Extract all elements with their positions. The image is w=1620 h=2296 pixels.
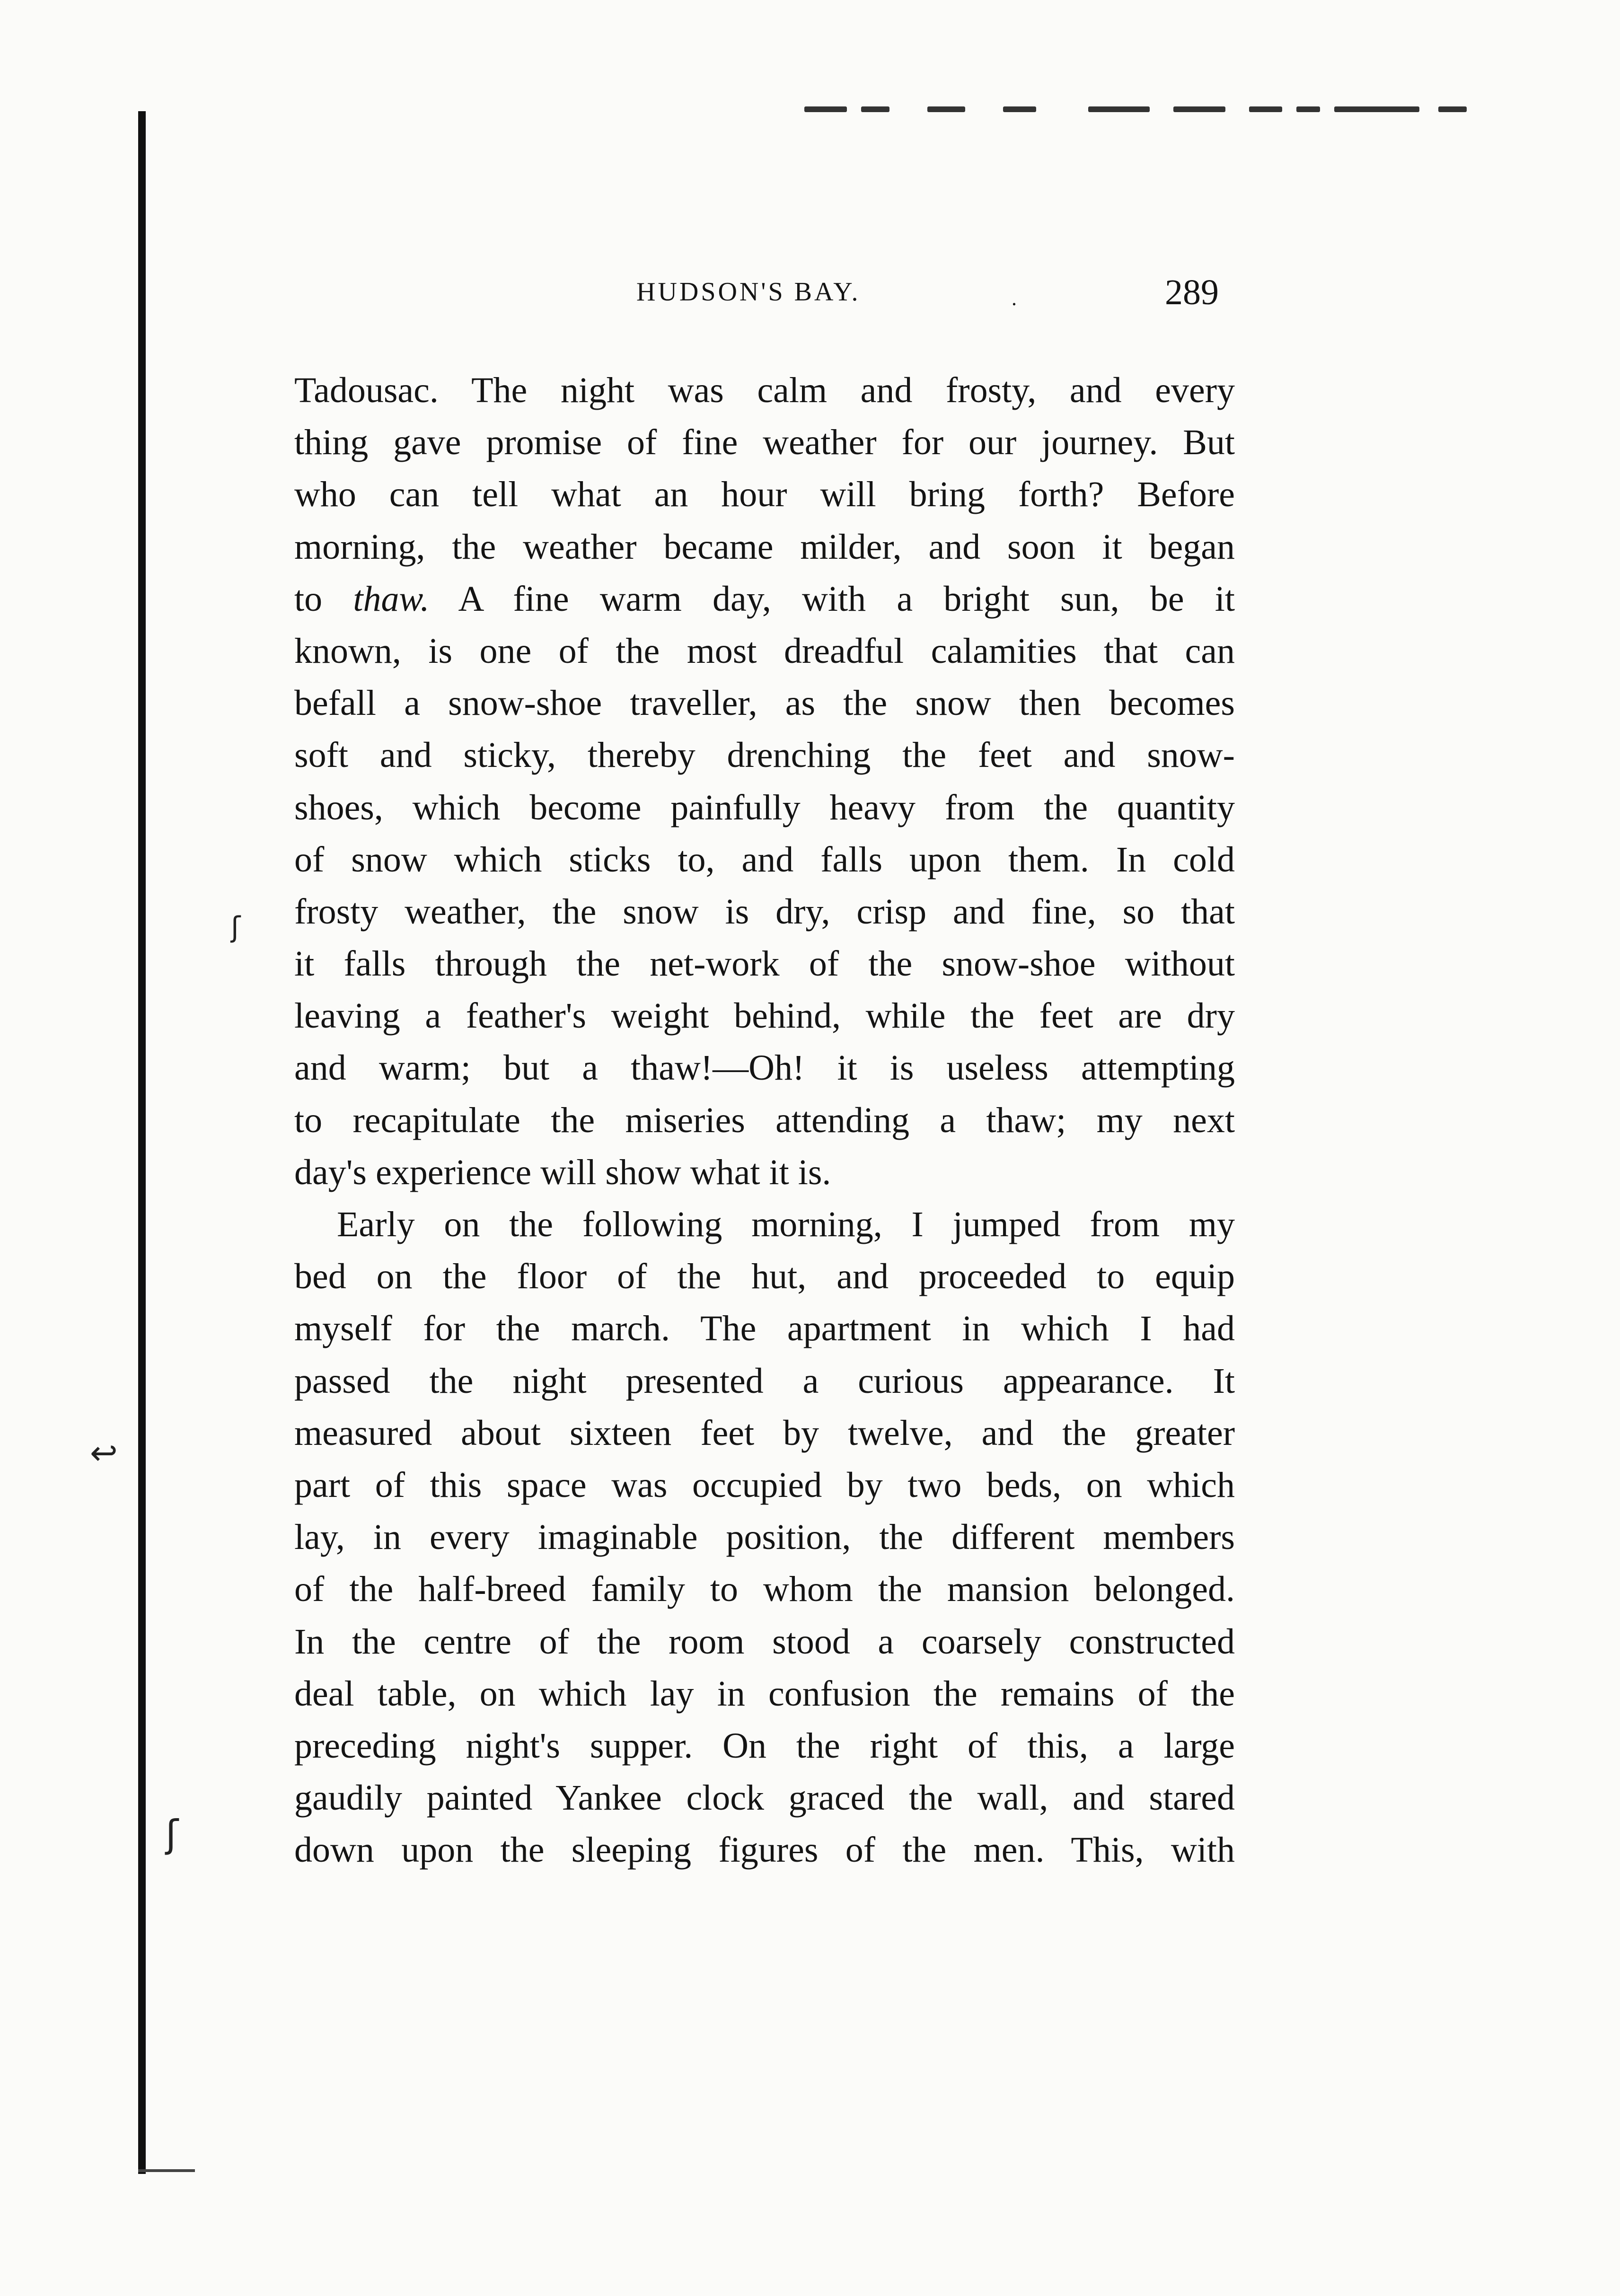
running-head — [0, 272, 1620, 315]
text-line: myself for the march. The apartment in which I had — [294, 1309, 1235, 1349]
page-binding-edge — [138, 111, 146, 2174]
body-text — [294, 364, 1235, 1876]
running-head-dot: . — [1012, 287, 1017, 310]
text-line: down upon the sleeping figures of the men. This, with — [294, 1830, 1235, 1870]
text-line: it falls through the net-work of the snow-shoe without — [294, 944, 1235, 984]
text-line: morning, the weather became milder, and soon it began — [294, 527, 1235, 567]
page-number: 289 — [1165, 273, 1219, 312]
torn-edge-fragment — [927, 106, 965, 112]
text-line: Early on the following morning, I jumped from my — [337, 1205, 1235, 1244]
text-line-segment: to — [294, 579, 353, 619]
torn-edge-fragment — [1003, 106, 1036, 112]
margin-tick-mark: ʃ — [166, 1812, 178, 1856]
torn-edge-fragment — [1334, 106, 1419, 112]
text-line: part of this space was occupied by two beds, on which — [294, 1465, 1235, 1505]
text-line: bed on the floor of the hut, and proceeded to equip — [294, 1257, 1235, 1297]
torn-edge-fragment — [1296, 106, 1320, 112]
paragraph — [294, 1198, 1235, 1876]
torn-edge-fragment — [1249, 106, 1282, 112]
text-line: day's experience will show what it is. — [294, 1152, 831, 1192]
text-line: shoes, which become painfully heavy from the quantity — [294, 787, 1235, 827]
text-line: thing gave promise of fine weather for our journey. But — [294, 422, 1235, 463]
running-head-title: HUDSON'S BAY. — [636, 277, 861, 307]
text-line: passed the night presented a curious appearance. It — [294, 1361, 1235, 1401]
page-binding-foot — [138, 2169, 195, 2172]
text-line: soft and sticky, thereby drenching the feet and snow- — [294, 735, 1235, 775]
text-line: befall a snow-shoe traveller, as the snow then becomes — [294, 683, 1235, 723]
text-line: In the centre of the room stood a coarsely constructed — [294, 1621, 1235, 1662]
torn-edge-fragment — [1173, 106, 1225, 112]
torn-edge-fragment — [1088, 106, 1150, 112]
text-line: Tadousac. The night was calm and frosty, and every — [294, 370, 1235, 410]
text-line: who can tell what an hour will bring forth? Before — [294, 475, 1235, 515]
text-line: and warm; but a thaw!—Oh! it is useless attempting — [294, 1048, 1235, 1088]
text-line: known, is one of the most dreadful calamities that can — [294, 631, 1235, 671]
italic-word: thaw. — [353, 579, 430, 619]
text-line: of snow which sticks to, and falls upon them. In cold — [294, 839, 1235, 880]
text-line: measured about sixteen feet by twelve, and the greater — [294, 1413, 1235, 1453]
margin-check-mark: ʃ — [231, 911, 241, 944]
text-line: deal table, on which lay in confusion the remains of the — [294, 1673, 1235, 1714]
text-line: preceding night's supper. On the right of this, a large — [294, 1725, 1235, 1766]
torn-edge-fragment — [861, 106, 889, 112]
text-line: gaudily painted Yankee clock graced the wall, and stared — [294, 1778, 1235, 1818]
text-line: of the half-breed family to whom the mansion belonged. — [294, 1569, 1235, 1610]
torn-edge-fragment — [1438, 106, 1467, 112]
margin-hook-mark: ↩ — [90, 1434, 118, 1472]
text-line: leaving a feather's weight behind, while the feet are dry — [294, 996, 1235, 1036]
text-line: lay, in every imaginable position, the different members — [294, 1517, 1235, 1557]
text-line-segment: A fine warm day, with a bright sun, be it — [429, 579, 1235, 619]
text-line — [294, 573, 1235, 625]
torn-edge-fragment — [804, 106, 847, 112]
paragraph — [294, 364, 1235, 1198]
text-line: to recapitulate the miseries attending a thaw; my next — [294, 1100, 1235, 1140]
text-line: frosty weather, the snow is dry, crisp and fine, so that — [294, 891, 1235, 932]
